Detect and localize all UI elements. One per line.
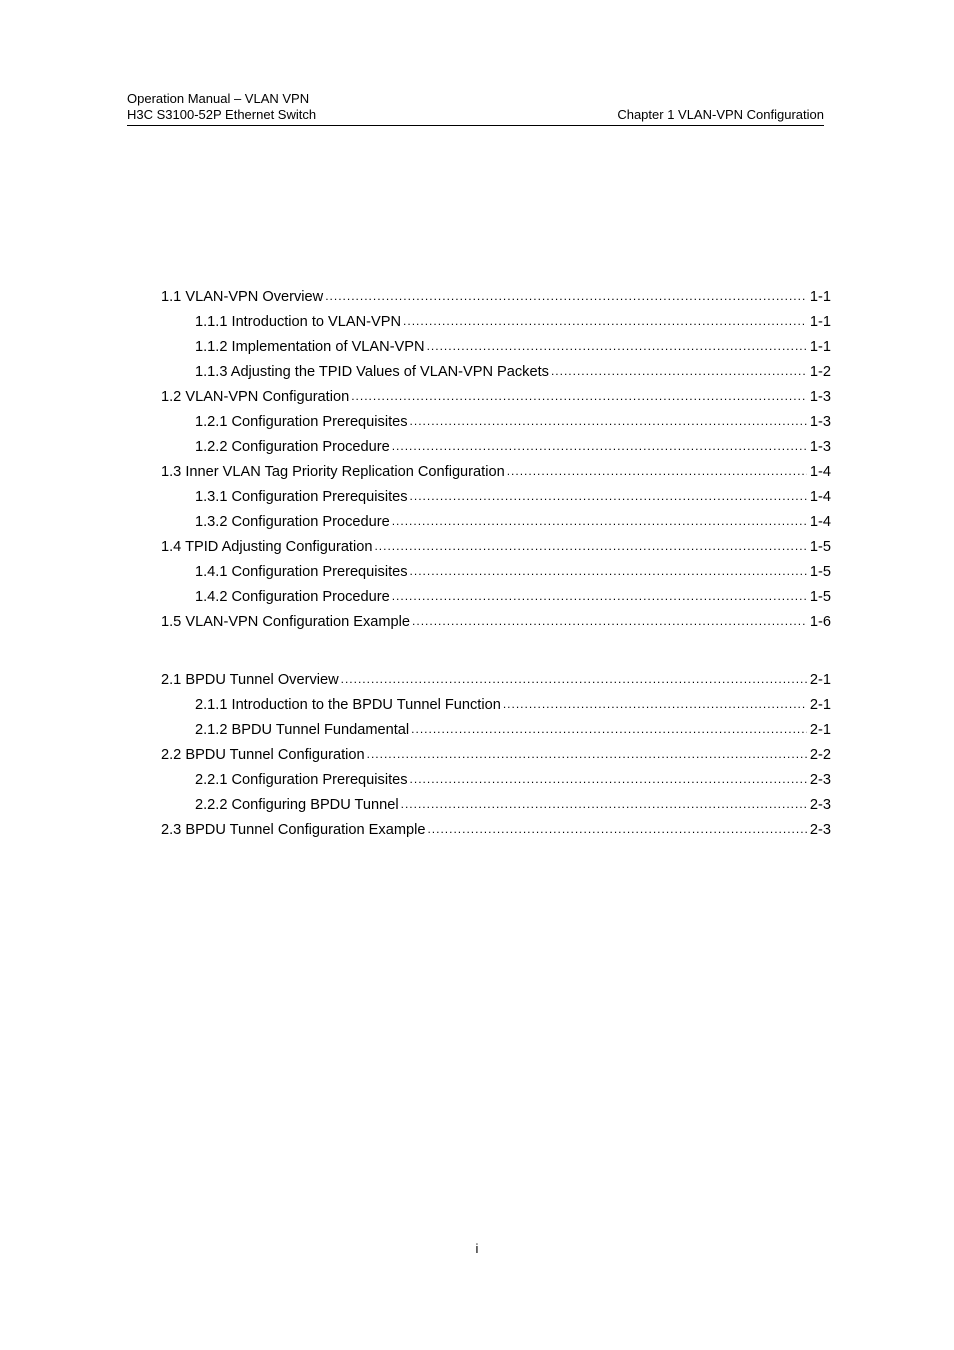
- toc-entry[interactable]: [161, 510, 831, 535]
- header-manual-title: Operation Manual – VLAN VPN: [127, 91, 310, 106]
- toc-dot-leader: [410, 767, 807, 792]
- toc-entry[interactable]: [161, 818, 831, 843]
- toc-entry-title: 1.2 VLAN-VPN Configuration: [161, 389, 350, 405]
- toc-entry-title: 1.1.2 Implementation of VLAN-VPN: [195, 339, 425, 355]
- toc-entry-page: 1-6: [809, 614, 831, 630]
- toc-entry-title: 2.3 BPDU Tunnel Configuration Example: [161, 822, 426, 838]
- toc-entry[interactable]: [161, 360, 831, 385]
- toc-entry-title: 1.2.2 Configuration Procedure: [195, 439, 390, 455]
- toc-entry-page: 1-5: [809, 539, 831, 555]
- toc-dot-leader: [410, 559, 807, 584]
- toc-entry-page: 2-1: [809, 672, 831, 688]
- toc-entry-page: 1-2: [809, 364, 831, 380]
- toc-entry[interactable]: [161, 335, 831, 360]
- toc-dot-leader: [427, 334, 807, 359]
- toc-entry-page: 1-3: [809, 389, 831, 405]
- page-header: [127, 90, 824, 126]
- toc-entry-page: 2-1: [809, 697, 831, 713]
- toc-entry[interactable]: [161, 768, 831, 793]
- toc-dot-leader: [392, 434, 807, 459]
- toc-dot-leader: [410, 409, 807, 434]
- toc-entry-page: 1-1: [809, 339, 831, 355]
- toc-dot-leader: [403, 309, 807, 334]
- toc-entry-title: 1.3.2 Configuration Procedure: [195, 514, 390, 530]
- toc-entry[interactable]: [161, 610, 831, 635]
- toc-entry-title: 1.1 VLAN-VPN Overview: [161, 289, 324, 305]
- toc-entry-title: 1.3 Inner VLAN Tag Priority Replication Configuration: [161, 464, 505, 480]
- toc-entry-page: 1-3: [809, 414, 831, 430]
- toc-entry[interactable]: [161, 410, 831, 435]
- toc-entry-page: 1-3: [809, 439, 831, 455]
- toc-entry-title: 1.1.3 Adjusting the TPID Values of VLAN-VPN Packets: [195, 364, 549, 380]
- toc-dot-leader: [374, 534, 806, 559]
- toc-entry-page: 1-4: [809, 489, 831, 505]
- toc-dot-leader: [551, 359, 807, 384]
- toc-entry[interactable]: [161, 793, 831, 818]
- toc-entry-page: 2-3: [809, 797, 831, 813]
- toc-dot-leader: [325, 284, 807, 309]
- toc-entry[interactable]: [161, 743, 831, 768]
- toc-dot-leader: [351, 384, 807, 409]
- toc-dot-leader: [427, 817, 806, 842]
- toc-entry-title: 1.4 TPID Adjusting Configuration: [161, 539, 373, 555]
- toc-entry-title: 2.2.1 Configuration Prerequisites: [195, 772, 408, 788]
- toc-entry-page: 2-3: [809, 772, 831, 788]
- toc-entry-title: 1.5 VLAN-VPN Configuration Example: [161, 614, 411, 630]
- toc-entry[interactable]: [161, 385, 831, 410]
- toc-entry[interactable]: [161, 535, 831, 560]
- toc-entry-title: 2.1.2 BPDU Tunnel Fundamental: [195, 722, 410, 738]
- toc-entry-title: 1.3.1 Configuration Prerequisites: [195, 489, 408, 505]
- toc-entry-title: 2.2 BPDU Tunnel Configuration: [161, 747, 365, 763]
- toc-group: [161, 668, 831, 843]
- toc-dot-leader: [412, 609, 807, 634]
- header-chapter-title: Chapter 1 VLAN-VPN Configuration: [617, 107, 824, 122]
- toc-dot-leader: [341, 667, 807, 692]
- toc-entry-page: 1-5: [809, 564, 831, 580]
- toc-entry-title: 2.1.1 Introduction to the BPDU Tunnel Function: [195, 697, 501, 713]
- toc-group: [161, 285, 831, 635]
- toc-entry-title: 1.4.2 Configuration Procedure: [195, 589, 390, 605]
- toc-entry-page: 1-1: [809, 314, 831, 330]
- toc-entry[interactable]: [161, 485, 831, 510]
- header-manual-info: [127, 91, 316, 123]
- toc-entry-title: 2.2.2 Configuring BPDU Tunnel: [195, 797, 399, 813]
- toc-entry-title: 1.4.1 Configuration Prerequisites: [195, 564, 408, 580]
- toc-entry[interactable]: [161, 668, 831, 693]
- toc-entry-page: 1-4: [809, 514, 831, 530]
- toc-dot-leader: [392, 509, 807, 534]
- toc-dot-leader: [410, 484, 807, 509]
- toc-entry[interactable]: [161, 435, 831, 460]
- toc-entry[interactable]: [161, 460, 831, 485]
- toc-entry[interactable]: [161, 560, 831, 585]
- toc-entry-page: 2-1: [809, 722, 831, 738]
- toc-entry[interactable]: [161, 693, 831, 718]
- table-of-contents: [161, 285, 831, 843]
- toc-entry[interactable]: [161, 310, 831, 335]
- toc-entry-page: 1-5: [809, 589, 831, 605]
- toc-entry[interactable]: [161, 285, 831, 310]
- toc-dot-leader: [392, 584, 807, 609]
- toc-entry-page: 1-4: [809, 464, 831, 480]
- header-product-name: H3C S3100-52P Ethernet Switch: [127, 107, 317, 122]
- toc-dot-leader: [401, 792, 807, 817]
- toc-entry[interactable]: [161, 585, 831, 610]
- toc-dot-leader: [411, 717, 807, 742]
- toc-entry-title: 1.2.1 Configuration Prerequisites: [195, 414, 408, 430]
- toc-entry[interactable]: [161, 718, 831, 743]
- toc-entry-page: 2-3: [809, 822, 831, 838]
- toc-dot-leader: [507, 459, 807, 484]
- page-number: i: [475, 1241, 479, 1256]
- toc-entry-page: 1-1: [809, 289, 831, 305]
- toc-entry-page: 2-2: [809, 747, 831, 763]
- toc-dot-leader: [367, 742, 807, 767]
- toc-entry-title: 2.1 BPDU Tunnel Overview: [161, 672, 339, 688]
- toc-entry-title: 1.1.1 Introduction to VLAN-VPN: [195, 314, 402, 330]
- toc-dot-leader: [503, 692, 807, 717]
